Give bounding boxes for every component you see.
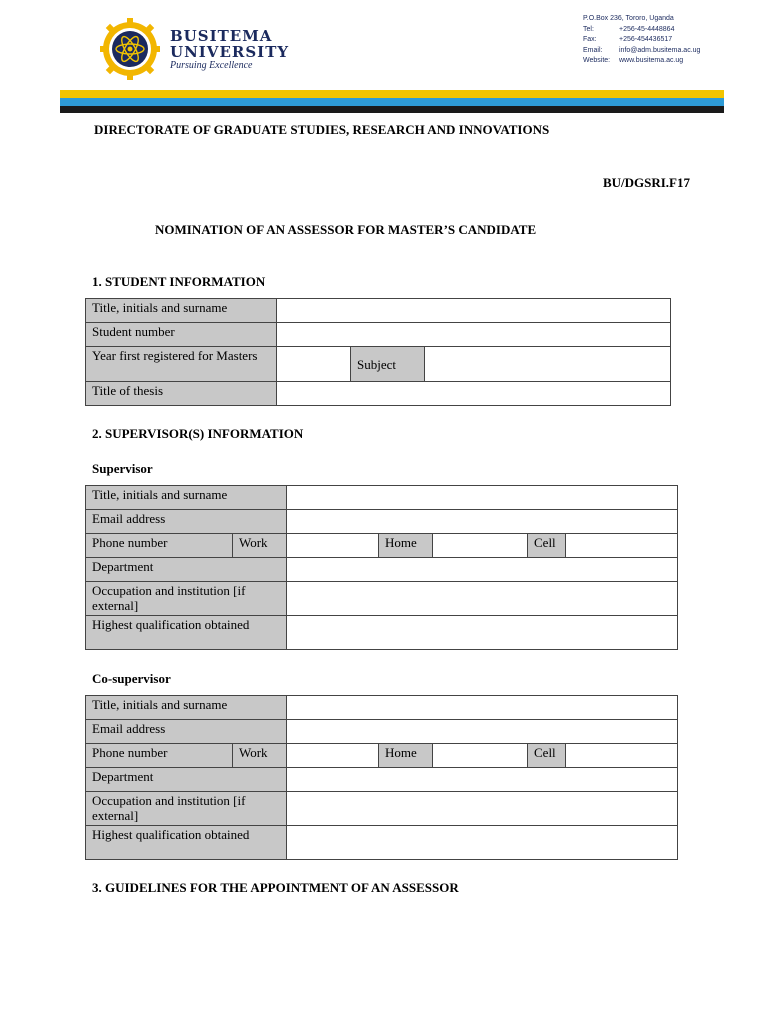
header-stripes: [60, 90, 724, 113]
student-number-label: Student number: [86, 323, 277, 347]
student-info-table: [85, 298, 671, 406]
cosupervisor-cell-field[interactable]: [566, 744, 678, 768]
cosupervisor-qualification-label: Highest qualification obtained: [86, 826, 287, 860]
supervisor-title-field[interactable]: [287, 486, 678, 510]
cosupervisor-department-label: Department: [86, 768, 287, 792]
cosupervisor-qualification-field[interactable]: [287, 826, 678, 860]
contact-tel-value: +256-45-4448864: [619, 25, 675, 33]
supervisor-phone-label: Phone number: [86, 534, 233, 558]
cosupervisor-home-field[interactable]: [433, 744, 528, 768]
contact-website-value: www.busitema.ac.ug: [619, 57, 684, 64]
year-registered-field[interactable]: [277, 347, 351, 382]
cosupervisor-department-field[interactable]: [287, 768, 678, 792]
contact-email-label: Email:: [583, 46, 603, 54]
form-code: BU/DGSRI.F17: [602, 175, 690, 190]
yellow-stripe: [60, 90, 724, 98]
subject-label: Subject: [351, 347, 425, 382]
supervisor-qualification-field[interactable]: [287, 616, 678, 650]
supervisor-email-field[interactable]: [287, 510, 678, 534]
student-title-field[interactable]: [277, 299, 671, 323]
contact-fax-value: +256-454436517: [619, 36, 673, 43]
cosupervisor-heading: Co-supervisor: [92, 671, 171, 686]
student-number-field[interactable]: [277, 323, 671, 347]
supervisor-title-label: Title, initials and surname: [86, 486, 287, 510]
cosupervisor-title-field[interactable]: [287, 696, 678, 720]
contact-email-value: info@adm.busitema.ac.ug: [619, 46, 701, 54]
logo-name-line1: BUSITEMA: [170, 27, 273, 45]
black-stripe: [60, 106, 724, 113]
directorate-heading: DIRECTORATE OF GRADUATE STUDIES, RESEARCH AND INNOVATIONS: [94, 122, 550, 137]
section-student-heading: 1. STUDENT INFORMATION: [92, 274, 266, 289]
cosupervisor-cell-label: Cell: [528, 744, 566, 768]
cosupervisor-email-label: Email address: [86, 720, 287, 744]
contact-block: [583, 14, 700, 67]
cosupervisor-work-label: Work: [233, 744, 287, 768]
supervisor-heading: Supervisor: [92, 461, 153, 476]
cosupervisor-occupation-field[interactable]: [287, 792, 678, 826]
student-title-label: Title, initials and surname: [86, 299, 277, 323]
cosupervisor-occupation-label: Occupation and institution [if external]: [86, 792, 287, 826]
section-guidelines-heading: 3. GUIDELINES FOR THE APPOINTMENT OF AN ASSESSOR: [92, 880, 459, 895]
supervisor-home-field[interactable]: [433, 534, 528, 558]
supervisor-home-label: Home: [379, 534, 433, 558]
thesis-title-field[interactable]: [277, 382, 671, 406]
cosupervisor-phone-label: Phone number: [86, 744, 233, 768]
thesis-title-label: Title of thesis: [86, 382, 277, 406]
gear-emblem-icon: [98, 18, 168, 80]
section-supervisor-heading: 2. SUPERVISOR(S) INFORMATION: [92, 426, 304, 441]
cosupervisor-work-field[interactable]: [287, 744, 379, 768]
supervisor-work-label: Work: [233, 534, 287, 558]
supervisor-department-label: Department: [86, 558, 287, 582]
supervisor-occupation-field[interactable]: [287, 582, 678, 616]
year-registered-label: Year first registered for Masters: [86, 347, 277, 382]
contact-website-label: Website:: [583, 57, 611, 64]
cosupervisor-title-label: Title, initials and surname: [86, 696, 287, 720]
subject-field[interactable]: [425, 347, 671, 382]
logo-tagline: Pursuing Excellence: [170, 60, 253, 71]
cosupervisor-email-field[interactable]: [287, 720, 678, 744]
supervisor-work-field[interactable]: [287, 534, 379, 558]
contact-address: P.O.Box 236, Tororo, Uganda: [583, 15, 674, 22]
contact-tel-label: Tel:: [583, 25, 594, 33]
supervisor-occupation-label: Occupation and institution [if external]: [86, 582, 287, 616]
logo-name-line2: UNIVERSITY: [170, 43, 290, 61]
supervisor-cell-label: Cell: [528, 534, 566, 558]
contact-fax-label: Fax:: [583, 36, 597, 43]
university-logo: [98, 18, 288, 80]
cosupervisor-table: [85, 695, 678, 860]
supervisor-email-label: Email address: [86, 510, 287, 534]
supervisor-table: [85, 485, 678, 650]
cosupervisor-home-label: Home: [379, 744, 433, 768]
supervisor-cell-field[interactable]: [566, 534, 678, 558]
blue-stripe: [60, 98, 724, 106]
supervisor-department-field[interactable]: [287, 558, 678, 582]
supervisor-qualification-label: Highest qualification obtained: [86, 616, 287, 650]
form-title: NOMINATION OF AN ASSESSOR FOR MASTER’S CANDIDATE: [155, 222, 537, 237]
